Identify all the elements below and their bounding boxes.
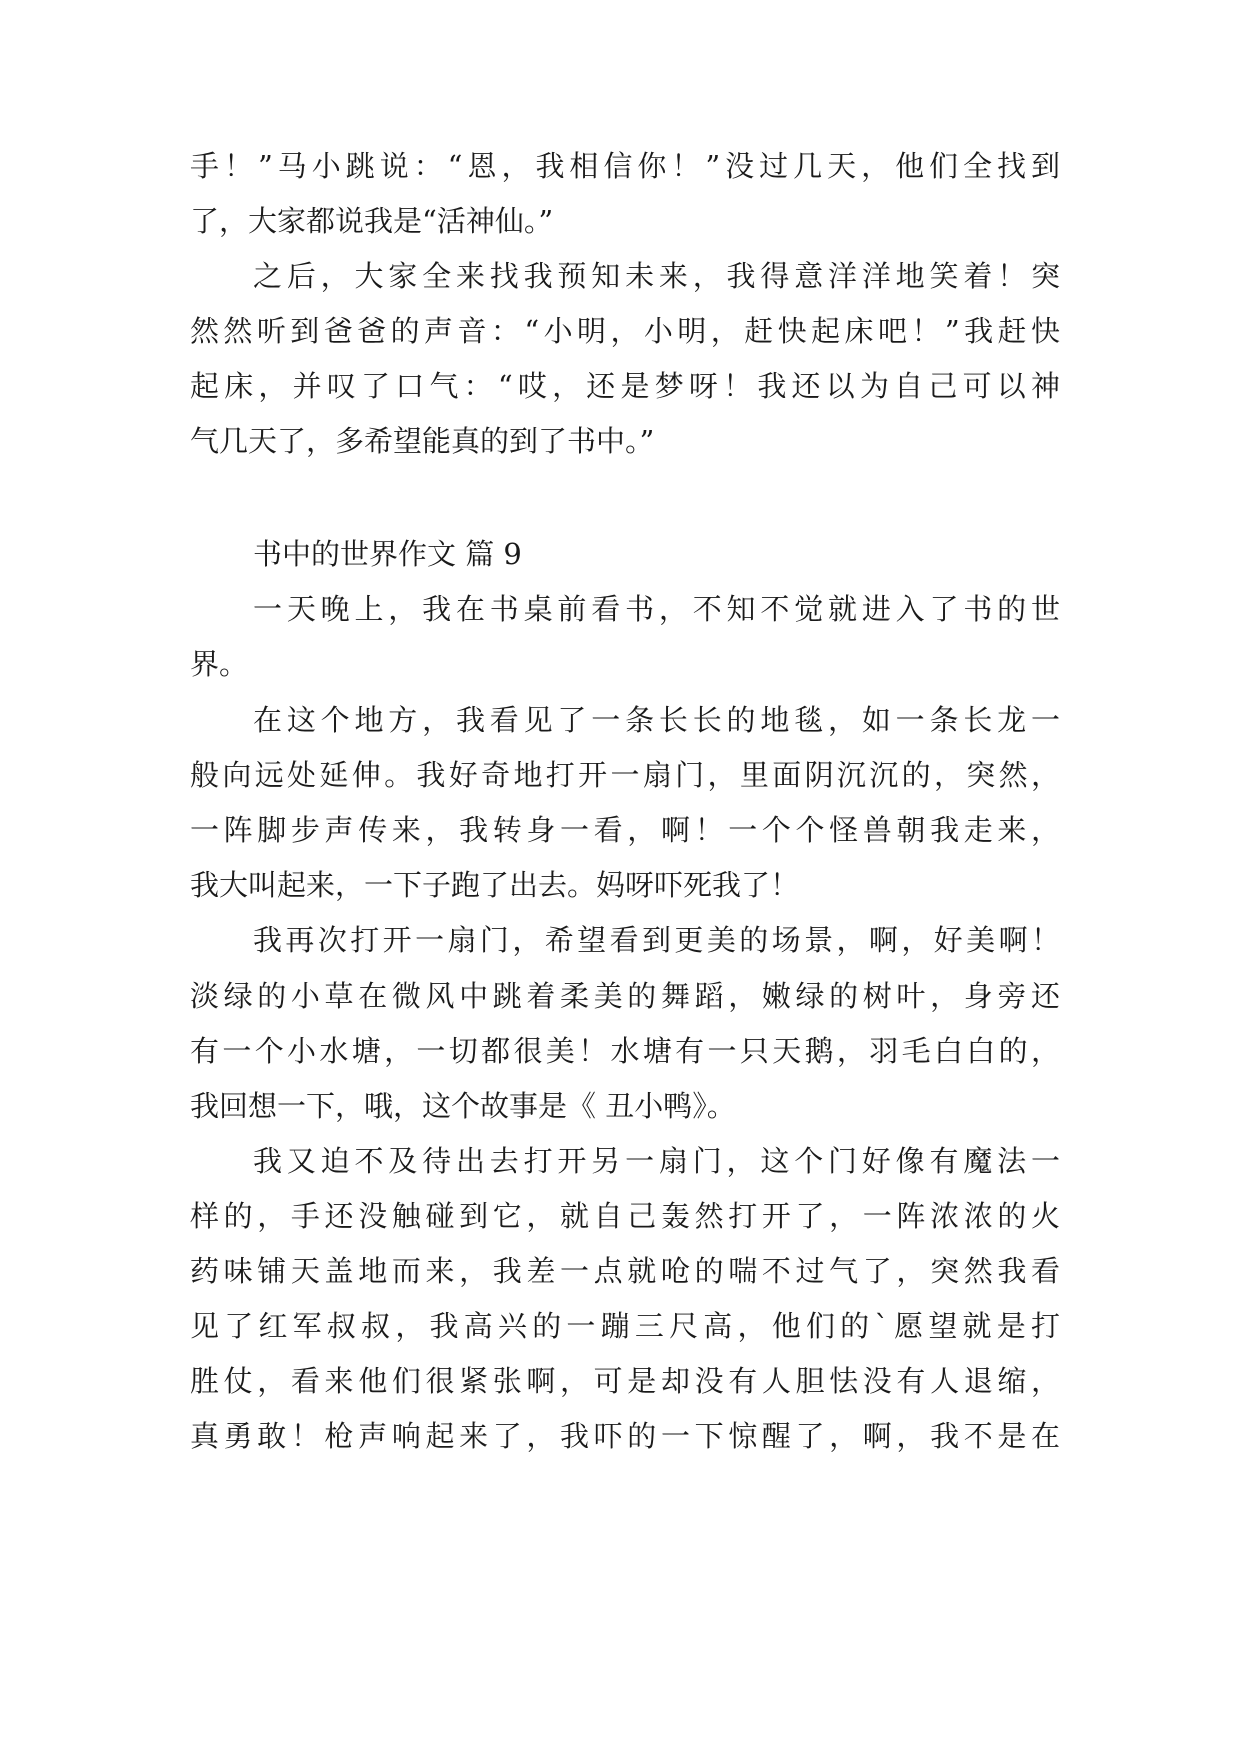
text-line: 然然听到爸爸的声音：“小明，小明，赶快起床吧！”我赶快 bbox=[190, 314, 1060, 348]
text-line: 胜仗，看来他们很紧张啊，可是却没有人胆怯没有人退缩， bbox=[190, 1364, 1060, 1398]
text-line: 真勇敢！枪声响起来了，我吓的一下惊醒了，啊，我不是在 bbox=[190, 1419, 1060, 1453]
text-line: 有一个小水塘，一切都很美！水塘有一只天鹅，羽毛白白的， bbox=[190, 1034, 1060, 1068]
text-line: 我再次打开一扇门，希望看到更美的场景，啊，好美啊！ bbox=[253, 923, 1060, 957]
text-line: 我大叫起来，一下子跑了出去。妈呀吓死我了！ bbox=[190, 868, 800, 902]
text-line: 药味铺天盖地而来，我差一点就呛的喘不过气了，突然我看 bbox=[190, 1254, 1060, 1288]
text-line: 我又迫不及待出去打开另一扇门，这个门好像有魔法一 bbox=[253, 1144, 1060, 1178]
text-line: 气几天了，多希望能真的到了书中。” bbox=[190, 424, 655, 458]
text-line: 起床，并叹了口气：“哎，还是梦呀！我还以为自己可以神 bbox=[190, 369, 1060, 403]
text-line: 淡绿的小草在微风中跳着柔美的舞蹈，嫩绿的树叶，身旁还 bbox=[190, 979, 1060, 1013]
section-heading: 书中的世界作文 篇 9 bbox=[253, 537, 522, 571]
text-line: 般向远处延伸。我好奇地打开一扇门，里面阴沉沉的，突然， bbox=[190, 758, 1060, 792]
text-line: 之后，大家全来找我预知未来，我得意洋洋地笑着！突 bbox=[253, 259, 1060, 293]
text-line: 了，大家都说我是“活神仙。” bbox=[190, 204, 554, 238]
text-line: 界。 bbox=[190, 647, 249, 681]
text-line: 手！”马小跳说：“恩，我相信你！”没过几天，他们全找到 bbox=[190, 149, 1060, 183]
text-line: 一阵脚步声传来，我转身一看，啊！一个个怪兽朝我走来， bbox=[190, 813, 1060, 847]
text-line: 在这个地方，我看见了一条长长的地毯，如一条长龙一 bbox=[253, 703, 1060, 737]
text-line: 见了红军叔叔，我高兴的一蹦三尺高，他们的`愿望就是打 bbox=[190, 1309, 1060, 1343]
text-line: 一天晚上，我在书桌前看书，不知不觉就进入了书的世 bbox=[253, 592, 1060, 626]
text-line: 我回想一下，哦，这个故事是《 丑小鸭》。 bbox=[190, 1089, 736, 1123]
text-line: 样的，手还没触碰到它，就自己轰然打开了，一阵浓浓的火 bbox=[190, 1199, 1060, 1233]
